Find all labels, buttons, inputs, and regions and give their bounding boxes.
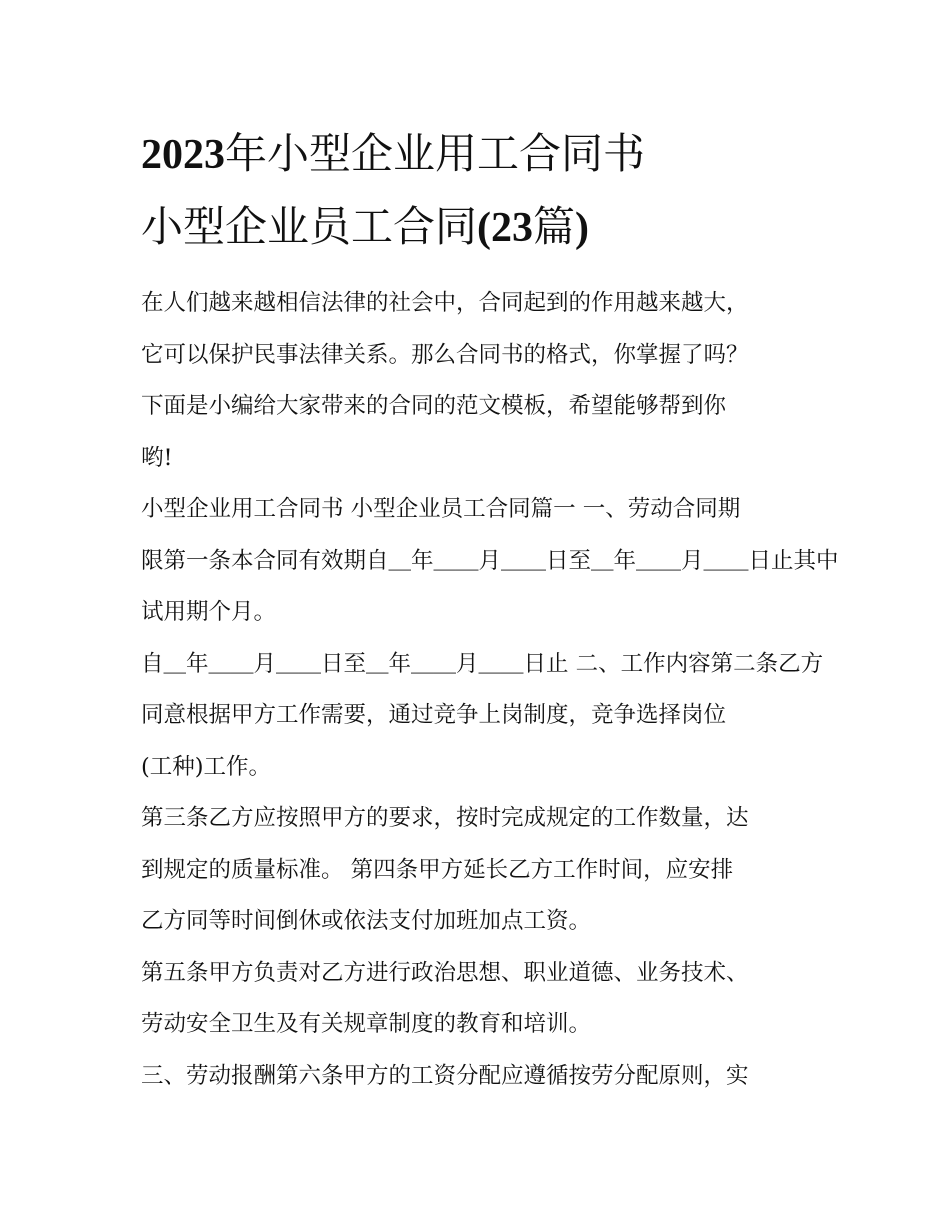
paragraph-work-content	[141, 639, 824, 794]
text-line: 到规定的质量标准。 第四条甲方延长乙方工作时间，应安排	[141, 856, 734, 883]
paragraph-remuneration	[141, 1051, 821, 1103]
document-page	[141, 118, 839, 1102]
text-line: 三、劳动报酬第六条甲方的工资分配应遵循按劳分配原则，实	[141, 1062, 749, 1089]
title-line-1: 2023年小型企业用工合同书	[141, 129, 646, 178]
text-line: 同意根据甲方工作需要，通过竞争上岗制度，竞争选择岗位	[141, 702, 727, 728]
paragraph-article-5	[141, 948, 821, 1051]
document-title	[141, 118, 821, 264]
text-line: 第五条甲方负责对乙方进行政治思想、职业道德、业务技术、	[141, 959, 749, 986]
paragraph-intro	[141, 278, 821, 484]
text-line: 下面是小编给大家带来的合同的范文模板，希望能够帮到你	[141, 393, 727, 419]
text-line: 哟!	[141, 444, 173, 471]
text-line: (工种)工作。	[141, 753, 272, 780]
text-line: 乙方同等时间倒休或依法支付加班加点工资。	[141, 908, 592, 934]
text-line: 限第一条本合同有效期自＿年＿＿月＿＿日至＿年＿＿月＿＿日止其中	[141, 547, 839, 574]
paragraph-article-3-4	[141, 793, 821, 948]
text-line: 第三条乙方应按照甲方的要求，按时完成规定的工作数量，达	[141, 805, 749, 831]
title-line-2: 小型企业员工合同(23篇)	[141, 202, 590, 251]
text-line: 它可以保护民事法律关系。那么合同书的格式，你掌握了吗？	[141, 341, 749, 368]
text-line: 小型企业用工合同书 小型企业员工合同篇一 一、劳动合同期	[141, 496, 741, 522]
text-line: 试用期个月。	[141, 599, 277, 625]
text-line: 劳动安全卫生及有关规章制度的教育和培训。	[141, 1011, 592, 1037]
text-line: 在人们越来越相信法律的社会中，合同起到的作用越来越大，	[141, 290, 749, 316]
document-body	[141, 278, 839, 1102]
text-line: 自＿年＿＿月＿＿日至＿年＿＿月＿＿日止 二、工作内容第二条乙方	[141, 650, 824, 677]
paragraph-contract-term	[141, 484, 839, 639]
